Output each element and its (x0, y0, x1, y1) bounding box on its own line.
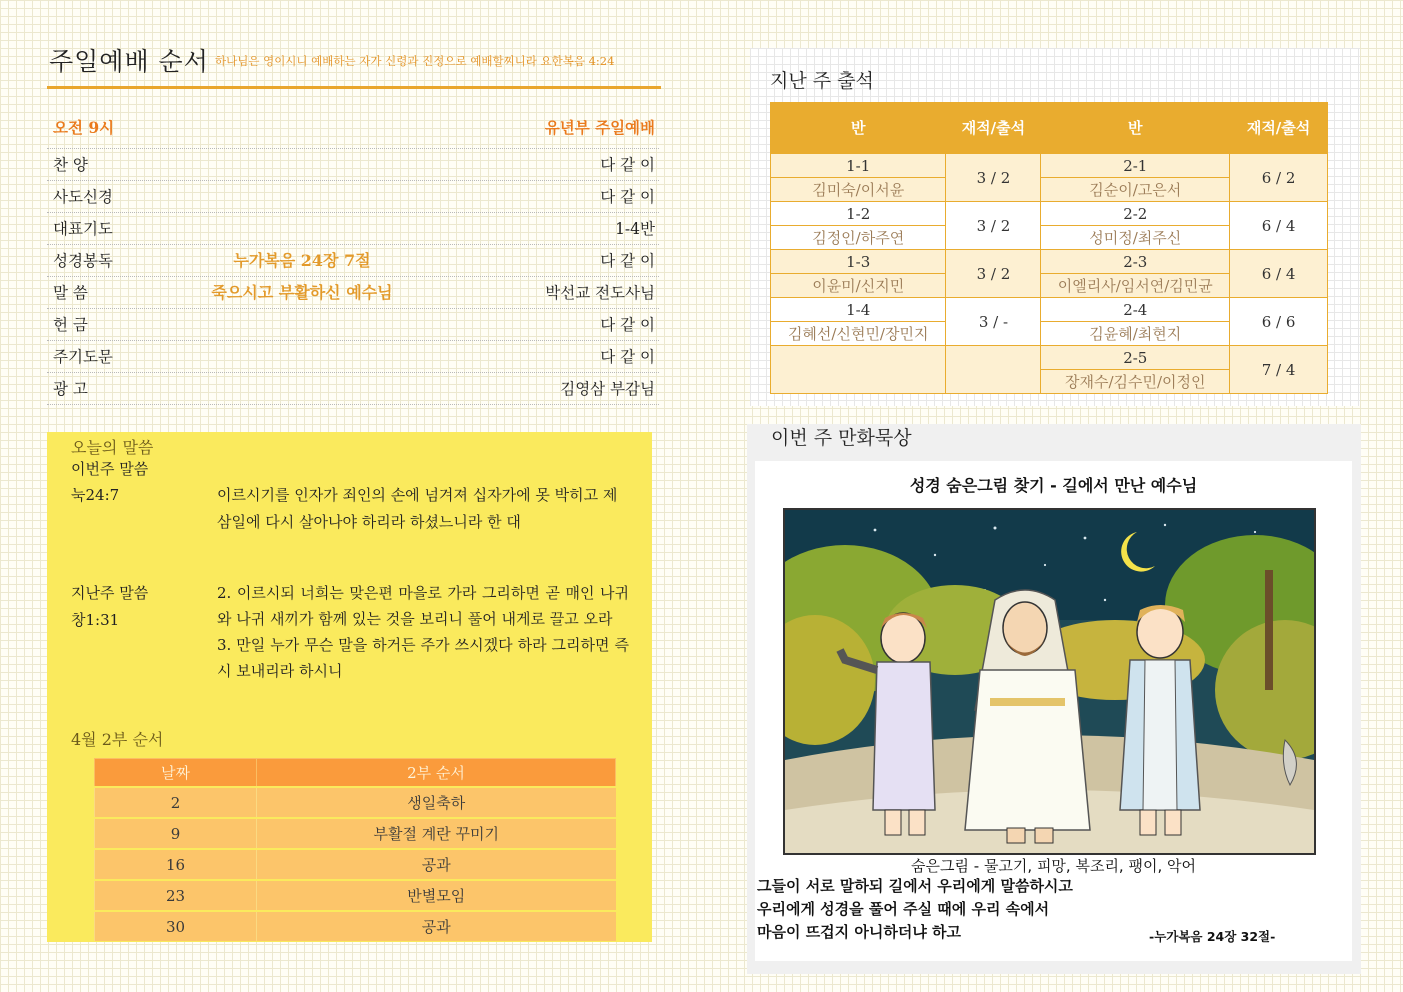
teacher-names: 김윤혜/최현지 (1041, 322, 1230, 346)
cartoon-card (755, 461, 1352, 961)
attendance-count: 7 / 4 (1230, 346, 1328, 394)
attendance-count (946, 346, 1041, 394)
page-title: 주일예배 순서 (49, 47, 209, 76)
service-time: 오전 9시 (53, 118, 115, 137)
attendance-count: 6 / 4 (1230, 250, 1328, 298)
cartoon-illustration-art (785, 510, 1314, 853)
attendance-count: 6 / 6 (1230, 298, 1328, 346)
hidden-items: 숨은그림 - 물고기, 피망, 복조리, 팽이, 악어 (911, 857, 1196, 875)
schedule-program: 공과 (257, 849, 616, 880)
order-item-label: 주기도문 (53, 348, 113, 366)
today-word-label: 오늘의 말씀 (71, 438, 154, 457)
schedule-program: 반별모임 (257, 880, 616, 911)
class-name (771, 346, 946, 394)
attendance-count: 3 / 2 (946, 154, 1041, 202)
order-row (47, 373, 659, 405)
attendance-table (770, 102, 1328, 394)
order-row (47, 149, 659, 181)
last-week-label: 지난주 말씀 (71, 584, 149, 602)
this-week-label: 이번주 말씀 (71, 460, 149, 478)
class-name: 2-2 (1041, 202, 1230, 226)
order-item-leader: 다 같 이 (600, 316, 655, 334)
cartoon-heading: 성경 숨은그림 찾기 - 길에서 만난 예수님 (909, 476, 1198, 495)
caption-ref: -누가복음 24장 32절- (1149, 929, 1276, 944)
this-week-text: 이르시기를 인자가 죄인의 손에 넘겨져 십자가에 못 박히고 제삼일에 다시 살아나야 하리라 하셨느니라 한 대 (217, 486, 618, 531)
attendance-header-row (771, 103, 1328, 154)
order-item-label: 찬 양 (53, 156, 88, 174)
order-item-leader: 다 같 이 (600, 188, 655, 206)
table-row (771, 202, 1328, 226)
attendance-header-class: 반 (1041, 103, 1230, 154)
order-item-label: 대표기도 (53, 220, 113, 238)
table-row (95, 787, 616, 818)
schedule-date: 23 (95, 880, 257, 911)
header-verse: 하나님은 영이시니 예배하는 자가 신령과 진정으로 예배할찌니라 요한복음 4:24 (215, 54, 615, 68)
last-week-ref: 창1:31 (71, 611, 120, 629)
order-row (47, 213, 659, 245)
schedule-table (94, 758, 616, 941)
table-row (771, 250, 1328, 274)
order-item-leader: 다 같 이 (600, 252, 655, 270)
teacher-names: 이윤미/신지민 (771, 274, 946, 298)
schedule-program: 생일축하 (257, 787, 616, 818)
schedule-program: 공과 (257, 911, 616, 941)
teacher-names: 성미정/최주신 (1041, 226, 1230, 250)
schedule-date: 9 (95, 818, 257, 849)
order-item-leader: 다 같 이 (600, 348, 655, 366)
order-item-label: 헌 금 (53, 316, 88, 334)
last-week-text (217, 580, 629, 684)
order-item-leader: 다 같 이 (600, 156, 655, 174)
table-row (771, 298, 1328, 322)
cartoon-panel (747, 424, 1361, 974)
table-row (771, 154, 1328, 178)
this-week-ref: 눅24:7 (71, 486, 120, 504)
table-row (95, 849, 616, 880)
attendance-count: 3 / 2 (946, 250, 1041, 298)
attendance-panel (750, 48, 1360, 406)
cartoon-title: 이번 주 만화묵상 (771, 427, 912, 449)
schedule-title: 4월 2부 순서 (71, 730, 164, 749)
order-item-label: 성경봉독 (53, 252, 113, 270)
class-name: 1-3 (771, 250, 946, 274)
teacher-names: 이엘리사/임서연/김민균 (1041, 274, 1230, 298)
order-item-leader: 1-4반 (615, 220, 655, 238)
last-week-verse-2: 2. 이르시되 너희는 맞은편 마을로 가라 그리하면 곧 매인 나귀와 나귀 새끼가 함께 있는 것을 보리니 풀어 내게로 끌고 오라 (217, 584, 629, 628)
attendance-count: 6 / 4 (1230, 202, 1328, 250)
cartoon-caption: 그들이 서로 말하되 길에서 우리에게 말씀하시고 우리에게 성경을 풀어 주실 때에 우리 속에서 마음이 뜨겁지 아니하더냐 하고 (757, 877, 1073, 941)
order-row (47, 181, 659, 213)
order-row (47, 277, 659, 309)
cartoon-illustration (783, 508, 1316, 855)
attendance-count: 6 / 2 (1230, 154, 1328, 202)
teacher-names: 김순이/고은서 (1041, 178, 1230, 202)
order-header (47, 40, 661, 89)
order-item-label: 사도신경 (53, 188, 113, 206)
attendance-header-count: 재적/출석 (946, 103, 1041, 154)
table-row (771, 346, 1328, 370)
class-name: 1-2 (771, 202, 946, 226)
schedule-date: 2 (95, 787, 257, 818)
order-row (47, 309, 659, 341)
schedule-program: 부활절 계란 꾸미기 (257, 818, 616, 849)
order-item-label: 말 씀 (53, 284, 88, 302)
class-name: 1-4 (771, 298, 946, 322)
teacher-names: 장재수/김수민/이정인 (1041, 370, 1230, 394)
attendance-title: 지난 주 출석 (770, 70, 874, 92)
schedule-header-row (95, 759, 616, 788)
order-item-leader: 김영삼 부감님 (560, 380, 655, 398)
schedule-date: 30 (95, 911, 257, 941)
table-row (95, 880, 616, 911)
class-name: 2-5 (1041, 346, 1230, 370)
order-item-label: 광 고 (53, 380, 88, 398)
last-week-verse-3: 3. 만일 누가 무슨 말을 하거든 주가 쓰시겠다 하라 그리하면 즉시 보내리라 하시니 (217, 636, 629, 680)
schedule-date: 16 (95, 849, 257, 880)
schedule-header-program: 2부 순서 (257, 759, 616, 788)
order-row (47, 245, 659, 277)
teacher-names: 김혜선/신현민/장민지 (771, 322, 946, 346)
teacher-names: 김정인/하주연 (771, 226, 946, 250)
attendance-header-count: 재적/출석 (1230, 103, 1328, 154)
worship-order-table (47, 104, 659, 405)
teacher-names: 김미숙/이서윤 (771, 178, 946, 202)
order-item-detail: 누가복음 24장 7절 (233, 251, 371, 270)
table-row (95, 911, 616, 941)
class-name: 2-1 (1041, 154, 1230, 178)
word-box (47, 432, 652, 942)
schedule-header-date: 날짜 (95, 759, 257, 788)
attendance-header-class: 반 (771, 103, 946, 154)
order-row (47, 341, 659, 373)
service-name: 유년부 주일예배 (544, 118, 655, 137)
class-name: 1-1 (771, 154, 946, 178)
class-name: 2-4 (1041, 298, 1230, 322)
order-item-detail: 죽으시고 부활하신 예수님 (211, 283, 393, 302)
table-row (95, 818, 616, 849)
order-heading-row (47, 104, 659, 149)
attendance-count: 3 / 2 (946, 202, 1041, 250)
order-item-leader: 박선교 전도사님 (545, 284, 655, 302)
attendance-count: 3 / - (946, 298, 1041, 346)
class-name: 2-3 (1041, 250, 1230, 274)
